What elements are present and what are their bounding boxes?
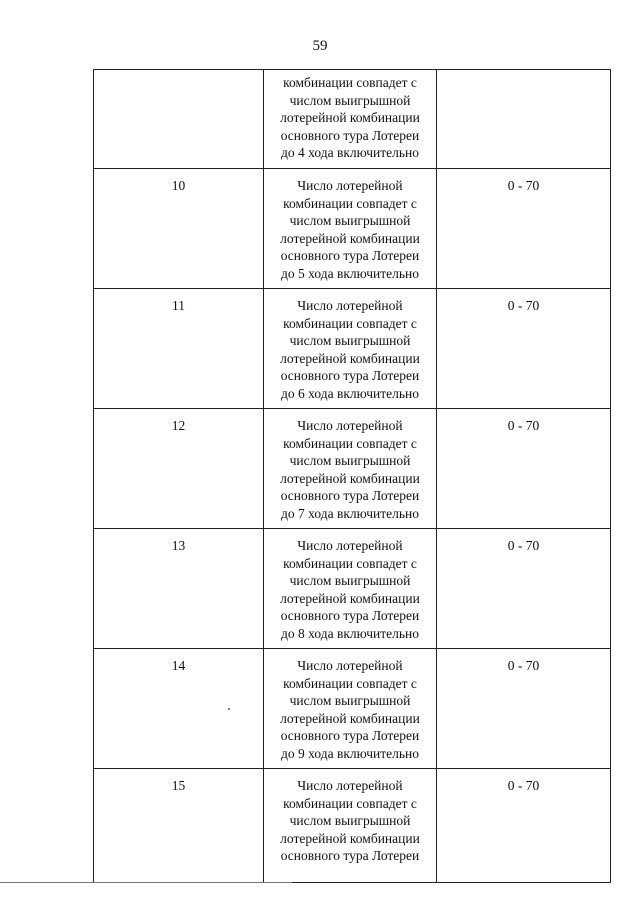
description-line: основного тура Лотереи — [280, 728, 420, 743]
row-number-cell — [94, 70, 264, 169]
row-description-cell — [264, 70, 437, 169]
row-number-cell: 10 — [94, 169, 264, 289]
description-line: комбинации совпадет с — [283, 795, 417, 811]
table-row — [94, 769, 611, 883]
description-line: комбинации совпадет с — [283, 555, 417, 571]
description-line: до 5 хода включительно — [281, 265, 419, 281]
table-row — [94, 169, 611, 289]
description-line: числом выигрышной — [289, 573, 411, 588]
description-line: лотерейной комбинации — [280, 110, 420, 125]
description-line: числом выигрышной — [289, 213, 411, 228]
row-range-cell: 0 - 70 — [437, 169, 611, 289]
description-line: до 9 хода включительно — [281, 745, 419, 761]
table-row — [94, 409, 611, 529]
description-line: до 4 хода включительно — [281, 145, 419, 160]
row-number-cell: 13 — [94, 529, 264, 649]
row-range-cell: 0 - 70 — [437, 289, 611, 409]
row-number-cell: 15 — [94, 769, 264, 883]
description-line: комбинации совпадет с — [283, 315, 417, 331]
description-line: числом выигрышной — [289, 813, 411, 828]
description-line: числом выигрышной — [289, 333, 411, 348]
description-line: лотерейной комбинации — [280, 830, 420, 846]
row-number-cell: 14 — [94, 649, 264, 769]
page-number: 59 — [312, 38, 328, 54]
row-range-cell — [437, 70, 611, 169]
scan-edge-line — [0, 882, 292, 883]
description-line: основного тура Лотереи — [280, 127, 420, 143]
description-line: лотерейной комбинации — [280, 710, 420, 726]
description-line: до 8 хода включительно — [281, 625, 419, 641]
description-line: основного тура Лотереи — [280, 248, 420, 263]
description-line: основного тура Лотереи — [280, 368, 420, 383]
description-line: лотерейной комбинации — [280, 470, 420, 486]
description-line: комбинации совпадет с — [283, 435, 417, 451]
description-line: до 7 хода включительно — [281, 505, 419, 521]
description-line: числом выигрышной — [289, 693, 411, 708]
row-description-cell — [264, 409, 437, 529]
description-line: числом выигрышной — [289, 453, 411, 468]
description-line: лотерейной комбинации — [280, 230, 420, 246]
row-range-cell: 0 - 70 — [437, 409, 611, 529]
description-line: Число лотерейной — [297, 298, 403, 313]
row-range-cell: 0 - 70 — [437, 529, 611, 649]
table-row — [94, 649, 611, 769]
table-row-continued — [94, 70, 611, 169]
row-number-cell: 11 — [94, 289, 264, 409]
description-line: Число лотерейной — [297, 538, 403, 553]
description-line: до 6 хода включительно — [281, 385, 419, 401]
description-line: основного тура Лотереи — [280, 848, 420, 863]
description-line: Число лотерейной — [297, 418, 403, 433]
lottery-table — [93, 69, 611, 883]
row-description-cell — [264, 169, 437, 289]
table-row — [94, 289, 611, 409]
description-line: комбинации совпадет с — [283, 675, 417, 691]
row-description-cell — [264, 289, 437, 409]
description-line: лотерейной комбинации — [280, 350, 420, 366]
description-line: числом выигрышной — [289, 92, 411, 108]
row-description-cell — [264, 769, 437, 883]
description-line: комбинации совпадет с — [283, 195, 417, 211]
table-row — [94, 529, 611, 649]
description-line: Число лотерейной — [297, 178, 403, 193]
row-description-cell — [264, 529, 437, 649]
description-line: лотерейной комбинации — [280, 590, 420, 606]
description-line: Число лотерейной — [297, 778, 403, 793]
scan-speck — [228, 708, 230, 710]
description-line: Число лотерейной — [297, 658, 403, 673]
row-range-cell: 0 - 70 — [437, 769, 611, 883]
row-description-cell — [264, 649, 437, 769]
row-number-cell: 12 — [94, 409, 264, 529]
description-line: основного тура Лотереи — [280, 608, 420, 623]
row-range-cell: 0 - 70 — [437, 649, 611, 769]
description-line: основного тура Лотереи — [280, 488, 420, 503]
description-line: комбинации совпадет с — [283, 75, 417, 90]
